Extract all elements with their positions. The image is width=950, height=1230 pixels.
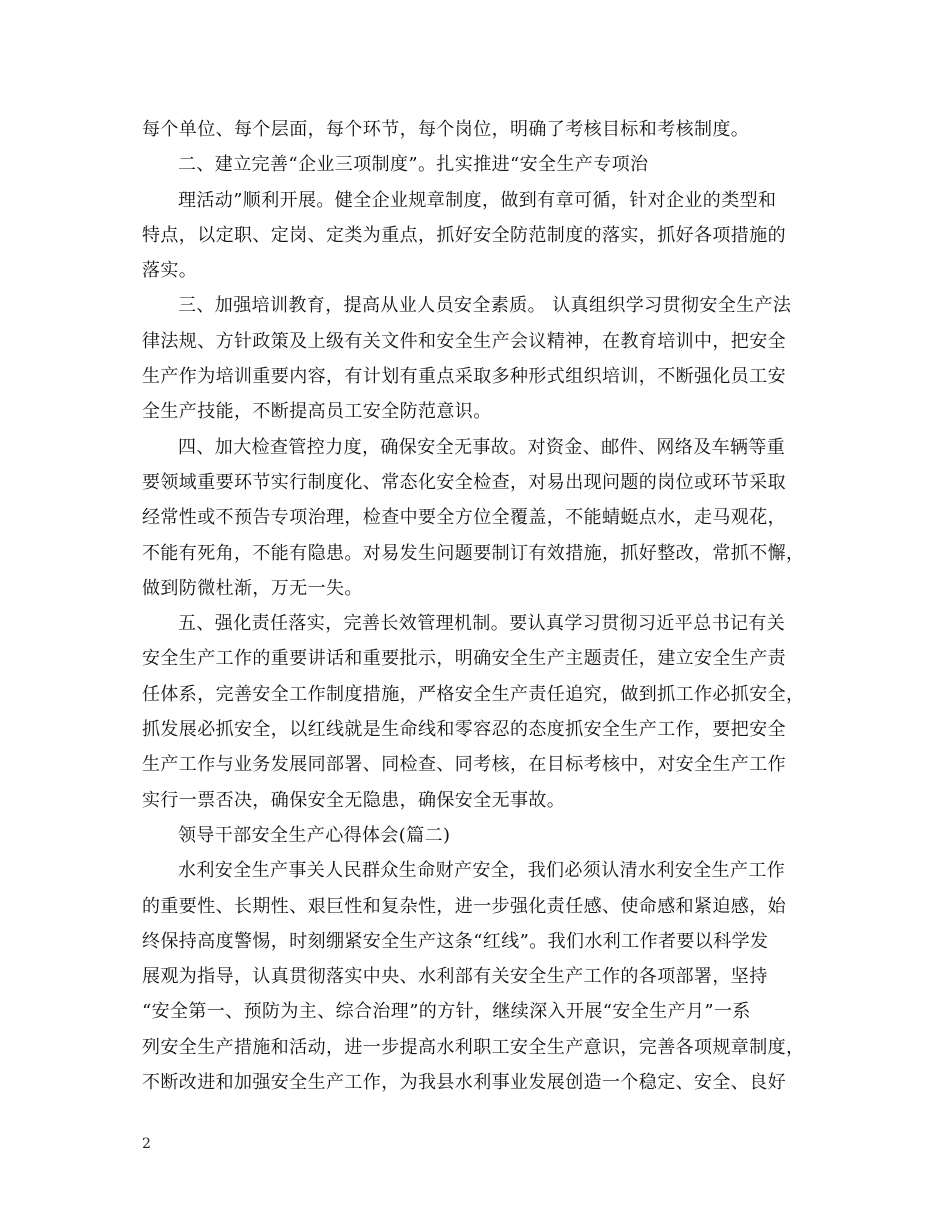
text-line: 水利安全生产事关人民群众生命财产安全，我们必须认清水利安全生产工作 bbox=[178, 860, 786, 882]
article-title: 领导干部安全生产心得体会(篇二) bbox=[178, 824, 451, 846]
text-line: 任体系，完善安全工作制度措施，严格安全生产责任追究，做到抓工作必抓安全， bbox=[142, 683, 805, 705]
text-line: 理活动”顺利开展。健全企业规章制度，做到有章可循，针对企业的类型和 bbox=[178, 189, 777, 211]
text-line: 生产工作与业务发展同部署、同检查、同考核，在目标考核中，对安全生产工作 bbox=[142, 754, 786, 776]
section-heading-4: 四、加大检查管控力度，确保安全无事故。对资金、邮件、网络及车辆等重 bbox=[178, 436, 786, 458]
section-heading-3: 三、加强培训教育，提高从业人员安全素质。 认真组织学习贯彻安全生产法 bbox=[178, 295, 792, 317]
text-line: 每个单位、每个层面，每个环节，每个岗位，明确了考核目标和考核制度。 bbox=[142, 119, 750, 140]
text-line: 不断改进和加强安全生产工作，为我县水利事业发展创造一个稳定、安全、良好 bbox=[142, 1072, 786, 1094]
section-heading-5: 五、强化责任落实，完善长效管理机制。要认真学习贯彻习近平总书记有关 bbox=[178, 613, 786, 635]
text-line: 抓发展必抓安全，以红线就是生命线和零容忍的态度抓安全生产工作，要把安全 bbox=[142, 719, 786, 741]
text-line: 特点，以定职、定岗、定类为重点，抓好安全防范制度的落实，抓好各项措施的 bbox=[142, 224, 786, 246]
section-heading-2: 二、建立完善“企业三项制度”。扎实推进“安全生产专项治 bbox=[178, 154, 649, 176]
text-line: 展观为指导，认真贯彻落实中央、水利部有关安全生产工作的各项部署，坚持 bbox=[142, 966, 768, 988]
text-line: 的重要性、长期性、艰巨性和复杂性，进一步强化责任感、使命感和紧迫感，始 bbox=[142, 895, 786, 917]
page-number: 2 bbox=[142, 1136, 151, 1152]
text-line: 律法规、方针政策及上级有关文件和安全生产会议精神，在教育培训中，把安全 bbox=[142, 330, 786, 352]
text-line: 落实。 bbox=[142, 260, 198, 282]
text-line: 要领域重要环节实行制度化、常态化安全检查，对易出现问题的岗位或环节采取 bbox=[142, 471, 786, 493]
text-line: “安全第一、预防为主、综合治理”的方针，继续深入开展“安全生产月”一系 bbox=[142, 1001, 751, 1023]
text-line: 全生产技能，不断提高员工安全防范意识。 bbox=[142, 401, 492, 423]
text-line: 生产作为培训重要内容，有计划有重点采取多种形式组织培训，不断强化员工安 bbox=[142, 366, 786, 388]
text-line: 实行一票否决，确保安全无隐患，确保安全无事故。 bbox=[142, 789, 566, 811]
text-line: 经常性或不预告专项治理，检查中要全方位全覆盖，不能蜻蜓点水，走马观花， bbox=[142, 507, 786, 529]
document-body bbox=[142, 112, 810, 1100]
text-line: 列安全生产措施和活动，进一步提高水利职工安全生产意识，完善各项规章制度， bbox=[142, 1036, 805, 1058]
text-line: 做到防微杜渐，万无一失。 bbox=[142, 577, 363, 599]
text-line: 不能有死角，不能有隐患。对易发生问题要制订有效措施，抓好整改，常抓不懈， bbox=[142, 542, 805, 564]
text-line: 终保持高度警惕，时刻绷紧安全生产这条“红线”。我们水利工作者要以科学发 bbox=[142, 930, 769, 952]
text-line: 安全生产工作的重要讲话和重要批示，明确安全生产主题责任，建立安全生产责 bbox=[142, 648, 786, 670]
